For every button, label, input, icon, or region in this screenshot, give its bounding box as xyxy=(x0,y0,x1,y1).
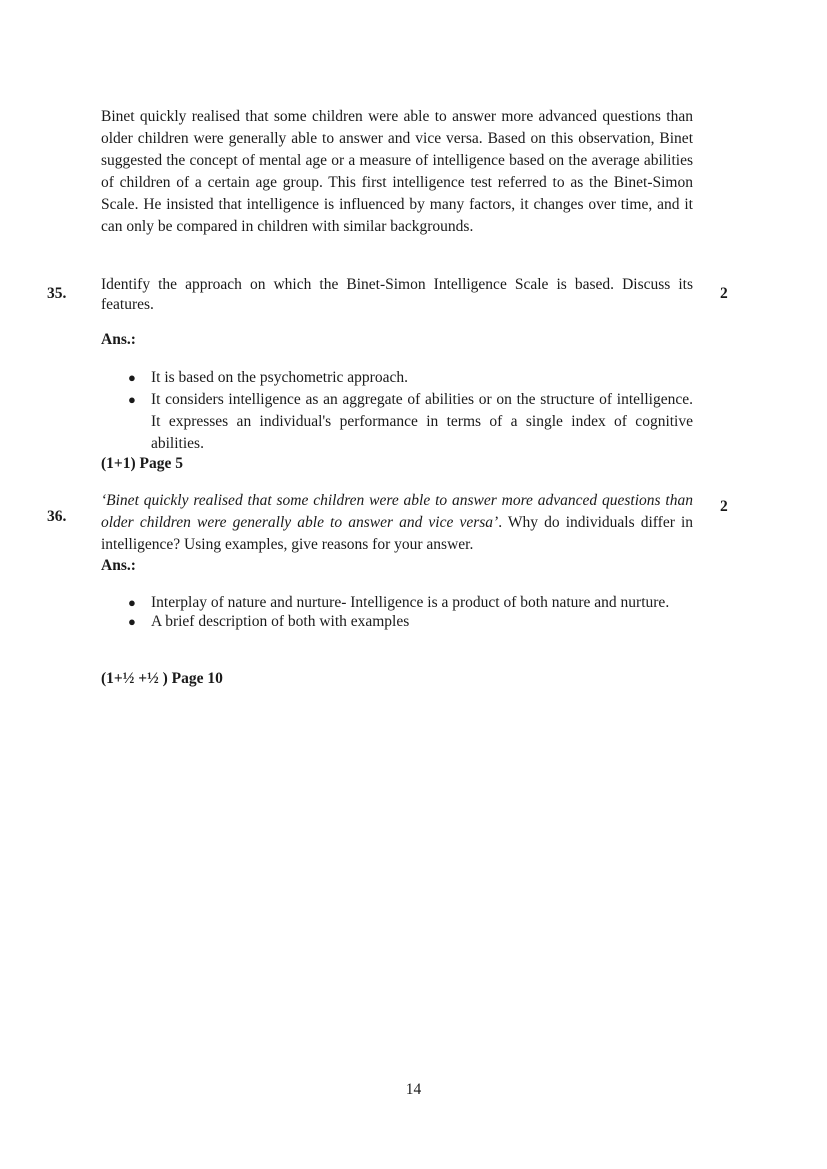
page-number: 14 xyxy=(405,1081,422,1098)
question-35-number: 35. xyxy=(47,285,67,302)
bullet-icon: ● xyxy=(128,595,136,610)
list-item xyxy=(101,593,693,612)
question-36-prompt: . Why do individuals differ in intelligence? Using examples, give reasons for your answer. xyxy=(101,514,694,553)
answer-point: It is based on the psychometric approach. xyxy=(151,369,408,386)
list-item xyxy=(101,367,693,389)
question-36-text xyxy=(101,490,693,556)
answer-point: Interplay of nature and nurture- Intelligence is a product of both nature and nurture. xyxy=(151,594,670,611)
list-item xyxy=(101,612,693,631)
question-36-reference: (1+½ +½ ) Page 10 xyxy=(101,670,223,687)
question-35-marks: 2 xyxy=(720,285,728,302)
passage-text: Binet quickly realised that some children were able to answer more advanced questions than older children were generally able to answer and vice versa. Based on this observation, Binet suggested the concept of mental age or a measure of intelligence based on the average abilities of children of a certain age group. This first intelligence test referred to as the Binet-Simon Scale. He insisted that intelligence is influenced by many factors, it changes over time, and it can only be compared in children with similar backgrounds. xyxy=(101,108,693,235)
bullet-icon: ● xyxy=(128,370,136,385)
answer-point: It considers intelligence as an aggregate of abilities or on the structure of intelligence. It expresses an individual's performance in terms of a single index of cognitive abilities. xyxy=(151,391,693,452)
question-35-answer-label: Ans.: xyxy=(101,331,136,348)
question-35-reference: (1+1) Page 5 xyxy=(101,455,184,472)
bullet-icon: ● xyxy=(128,614,136,629)
question-36-quote: ‘Binet quickly realised that some children were able to answer more advanced questions than older children were generally able to answer and vice versa’ xyxy=(101,492,693,531)
question-35-text: Identify the approach on which the Binet-Simon Intelligence Scale is based. Discuss its features. xyxy=(101,276,693,313)
list-item xyxy=(101,389,693,455)
question-36-answer-label: Ans.: xyxy=(101,557,136,574)
bullet-icon: ● xyxy=(128,392,136,407)
question-36-answer-list xyxy=(101,593,693,631)
question-36-marks: 2 xyxy=(720,498,728,515)
question-36-number: 36. xyxy=(47,508,67,525)
answer-point: A brief description of both with examples xyxy=(151,613,410,630)
question-35-answer-list xyxy=(101,367,693,455)
